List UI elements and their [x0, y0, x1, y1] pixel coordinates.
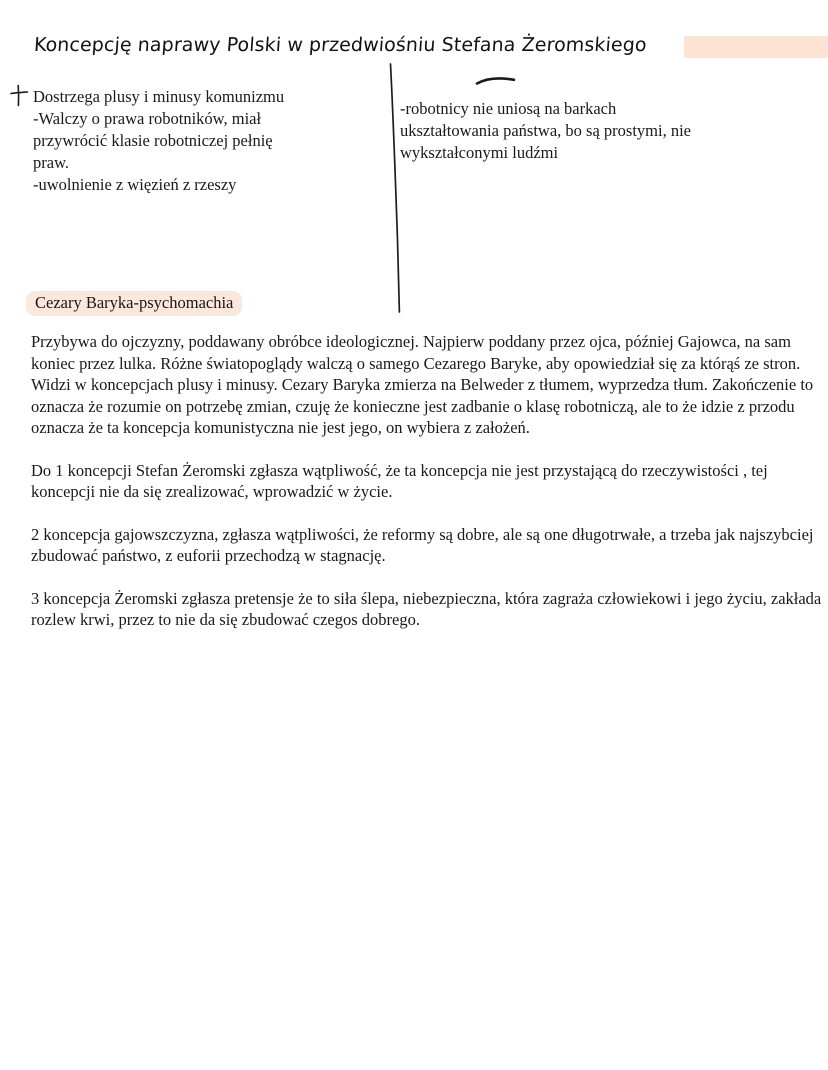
left-column-line: Dostrzega plusy i minusy komunizmu — [33, 87, 285, 106]
body-text — [31, 331, 823, 631]
body-paragraph: 2 koncepcja gajowszczyzna, zgłasza wątpliwości, że reformy są dobre, ale są one długotrwałe, a trzeba jak najszybciej zbudować państwo, z euforii przechodzą w stagnację. — [31, 524, 814, 565]
right-column — [400, 98, 818, 164]
body-paragraph: Przybywa do ojczyzny, poddawany obróbce ideologicznej. Najpierw poddany przez ojca, później Gajowca, na sam koniec przez lulka. Różne światopoglądy walczą o samego Cezarego Baryke, aby opowiedział się za którąś ze stron. Widzi w koncepcjach plusy i minusy. Cezary Baryka zmierza na Belweder z tłumem, wyprzedza tłum. Zakończenie to oznacza że rozumie on potrzebę zmian, czuję że konieczne jest zadbanie o klasę robotniczą, ale to że idzie z przodu oznacza że ta koncepcja komunistyczna nie jest jego, on wybiera z założeń. — [31, 332, 814, 437]
right-column-line: -robotnicy nie uniosą na barkach — [400, 99, 617, 118]
left-column — [33, 86, 373, 196]
body-paragraph: Do 1 koncepcji Stefan Żeromski zgłasza wątpliwość, że ta koncepcja nie jest przystającą do rzeczywistości , tej koncepcji nie da się zrealizować, wprowadzić w życie. — [31, 460, 768, 501]
section-heading-wrap — [26, 291, 242, 317]
body-paragraph: 3 koncepcja Żeromski zgłasza pretensje że to siła ślepa, niebezpieczna, która zagraża człowiekowi i jego życiu, zakłada rozlew krwi, przez to nie da się zbudować czegos dobrego. — [31, 588, 822, 629]
left-column-line: przywrócić klasie robotniczej pełnię — [33, 131, 273, 150]
plus-mark-icon — [8, 84, 30, 108]
left-column-line: -Walczy o prawa robotników, miał — [33, 109, 262, 128]
title-highlight-band — [684, 36, 828, 58]
right-column-line: wykształconymi ludźmi — [400, 143, 559, 162]
left-column-line: praw. — [33, 153, 70, 172]
title-row — [0, 30, 828, 64]
dash-mark-icon — [474, 72, 518, 88]
section-heading: Cezary Baryka-psychomachia — [26, 291, 242, 316]
left-column-line: -uwolnienie z więzień z rzeszy — [33, 175, 237, 194]
right-column-line: ukształtowania państwa, bo są prostymi, nie — [400, 121, 691, 140]
page-title: Koncepcję naprawy Polski w przedwiośniu Stefana Żeromskiego — [33, 34, 648, 56]
